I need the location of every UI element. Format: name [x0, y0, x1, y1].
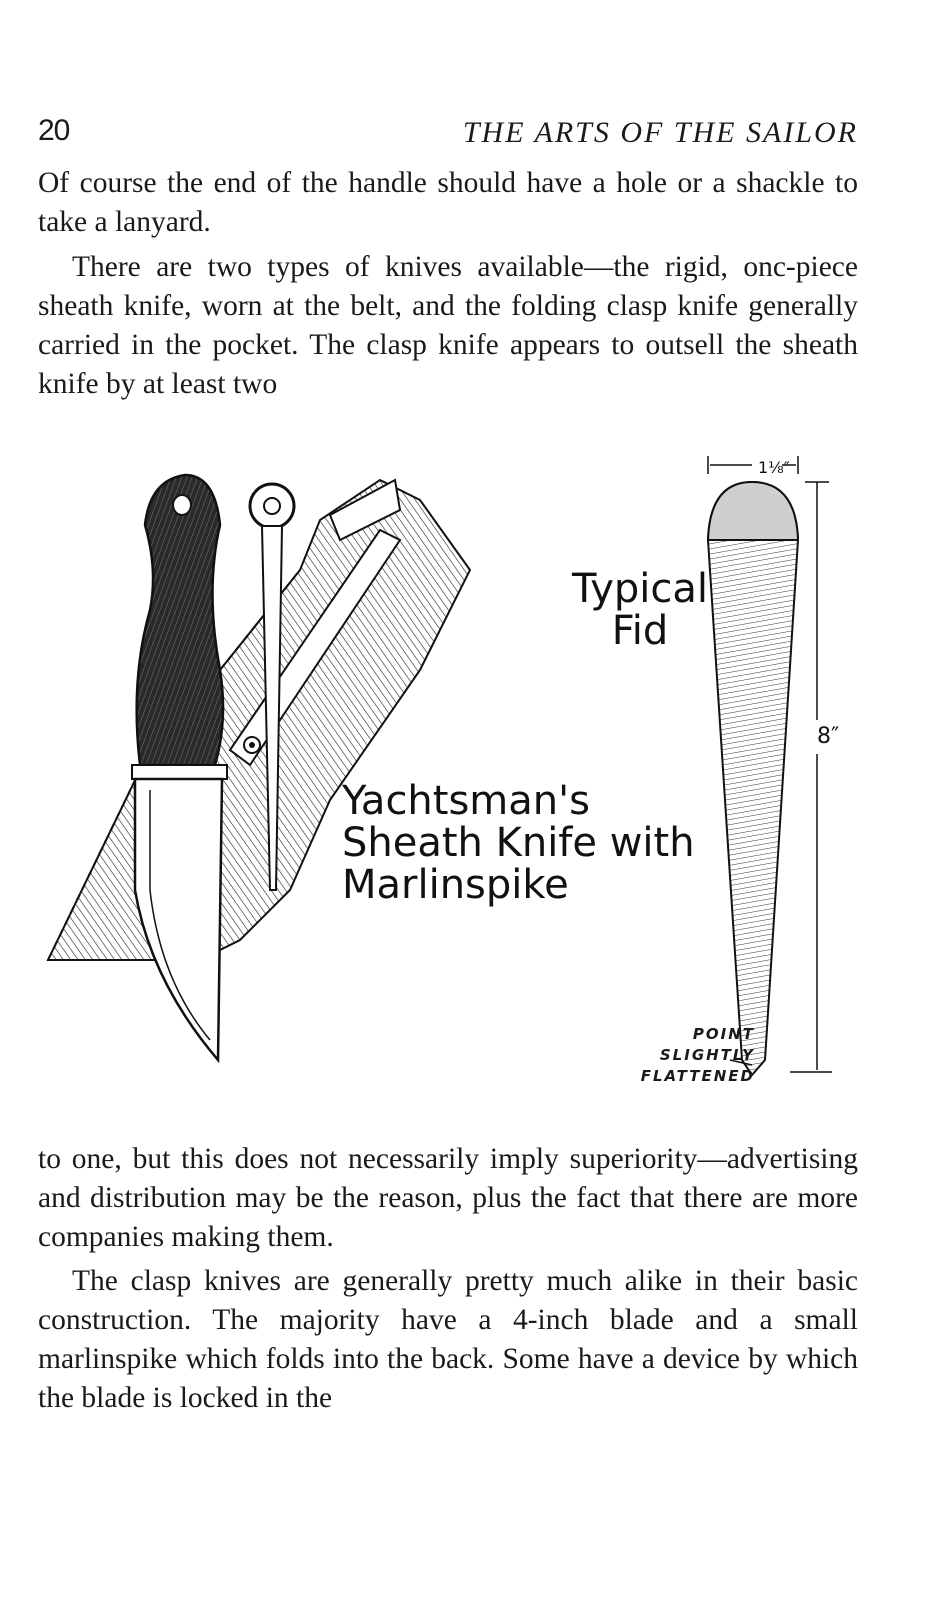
fid-shape [708, 482, 798, 1075]
paragraph-4: The clasp knives are generally pretty much alike in their basic construction. The majority have a 4-inch blade and a small marlinspike which folds into the back. Some have a device by which the blade is locked in the [38, 1265, 858, 1414]
paragraph-2: There are two types of knives available—the rigid, onc-piece sheath knife, worn at the belt, and the folding clasp knife generally carried in the pocket. The clasp knife appears to outsell the sheath knife by at least two [38, 251, 858, 400]
knife-caption [342, 780, 695, 906]
point-note [590, 1024, 755, 1087]
knife-fid-illustration [0, 420, 937, 1120]
paragraph-3: to one, but this does not necessarily imply superiority—advertising and distribution may be the reason, plus the fact that there are more companies making them. [38, 1143, 858, 1253]
knife-caption-line-1: Yachtsman's [342, 778, 590, 824]
point-note-line-2: SLIGHTLY [659, 1046, 755, 1064]
paragraph-1: Of course the end of the handle should have a hole or a shackle to take a lanyard. [38, 167, 858, 238]
point-note-line-3: FLATTENED [640, 1067, 755, 1085]
knife-caption-line-2: Sheath Knife with [342, 820, 695, 866]
knife-handle-shape [132, 475, 227, 779]
page-header [38, 110, 858, 160]
illustration-drawing [0, 420, 937, 1120]
running-title: THE ARTS OF THE SAILOR [462, 116, 858, 149]
knife-blade-shape [135, 779, 222, 1060]
fid-length-label: 8″ [817, 724, 840, 749]
fid-width-label: 1⅛″ [758, 458, 790, 477]
fid-caption: Typical Fid [572, 566, 708, 654]
point-note-line-1: POINT [692, 1025, 755, 1043]
page-number: 20 [38, 114, 70, 147]
knife-caption-line-3: Marlinspike [342, 862, 569, 908]
